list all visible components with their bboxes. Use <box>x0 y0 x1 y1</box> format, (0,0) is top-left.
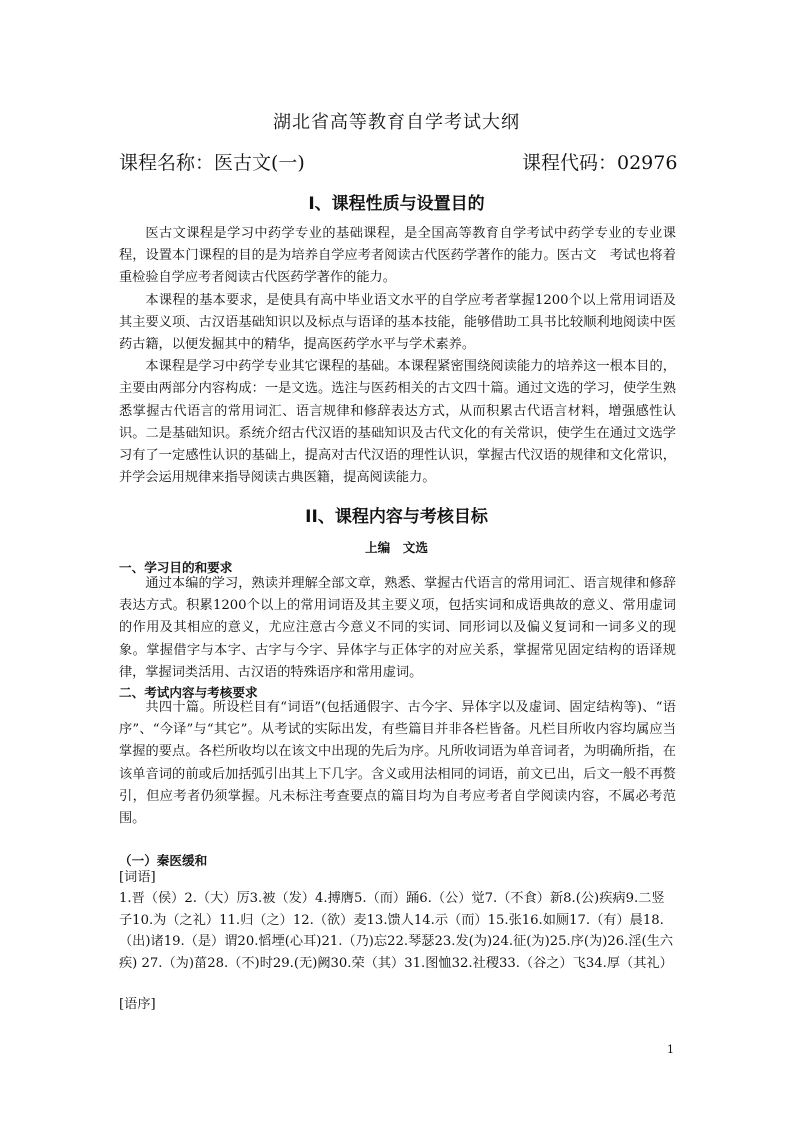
words-list: 1.晋（侯）2.（大）厉3.被（发）4.搏膺5.（而）踊6.（公）觉7.（不食）新8.(公)疾病9.二竖子10.为（之礼）11.归（之）12.（欲）麦13.馈人14.示（而）15.张16.如厕17.（有）晨18.（出)诸19.（是）谓20.慆堙(心耳)21.（乃)忘22.琴瑟23.发(为)24.征(为)25.序(为)26.淫(生六疾) 27.（为)菑28.（不)时29.(无)阙30.荣（其）31.图恤32.社稷33.（谷之）飞34.厚（其礼） <box>119 891 674 971</box>
section-1-heading: I、课程性质与设置目的 <box>308 194 485 214</box>
subsection-1-title: 一、学习目的和要求 <box>119 560 233 575</box>
paragraph: 通过本编的学习，熟读并理解全部文章，熟悉、掌握古代语言的常用词汇、语言规律和修辞表达方式。积累1200个以上的常用词语及其主要义项，包括实词和成语典故的意义、常用虚词的作用及其相应的意义，尤应注意古今意义不同的实词、同形词以及偏义复词和一词多义的现象。掌握借字与本字、古字与今字、异体字与正体字的对应关系，掌握常见固定结构的语译规律，掌握词类活用、古汉语的特殊语序和常用虚词。 <box>119 576 676 680</box>
lesson-title: （一）秦医缓和 <box>119 853 208 868</box>
paragraph: 本课程的基本要求，是使具有高中毕业语文水平的自学应考者掌握1200个以上常用词语及其主要义项、古汉语基础知识以及标点与语译的基本技能，能够借助工具书比较顺利地阅读中医药古籍，以便发掘其中的精华，提高医药学水平与学术素养。 <box>119 292 676 353</box>
section-1-body <box>119 223 676 489</box>
paragraph: 本课程是学习中药学专业其它课程的基础。本课程紧密围绕阅读能力的培养这一根本目的，主要由两部分内容构成：一是文选。选注与医药相关的古文四十篇。通过文选的学习，使学生熟悉掌握古代语言的常用词汇、语言规律和修辞表达方式，从而积累古代语言材料，增强感性认识。二是基础知识。系统介绍古代汉语的基础知识及古代文化的有关常识，使学生在通过文选学习有了一定感性认识的基础上，提高对古代汉语的理性认识，掌握古代汉语的规律和文化常识，并学会运用规律来指导阅读古典医籍，提高阅读能力。 <box>119 359 676 486</box>
word-order-label: [语序] <box>119 997 156 1012</box>
document-title: 湖北省高等教育自学考试大纲 <box>273 112 520 133</box>
section-2-heading: II、课程内容与考核目标 <box>305 507 488 527</box>
subsection-2-title: 二、考试内容与考核要求 <box>119 685 258 700</box>
course-code: 课程代码：02976 <box>522 152 678 174</box>
course-name: 课程名称：医古文(一) <box>119 152 305 174</box>
subsection-2-body <box>119 697 676 830</box>
words-label: [词语] <box>119 870 156 885</box>
paragraph: 共四十篇。所设栏目有“词语”(包括通假字、古今字、异体字以及虚词、固定结构等)、“语序”、“今译”与“其它”。从考试的实际出发，有些篇目并非各栏皆备。凡栏目所收内容均属应当掌握的要点。各栏所收均以在该文中出现的先后为序。凡所收词语为单音词者，为明确所指，在该单音词的前或后加括弧引出其上下几字。含义或用法相同的词语，前文已出，后文一般不再赘引，但应考者仍须掌握。凡未标注考查要点的篇目均为自考应考者自学阅读内容，不属必考范围。 <box>119 700 676 827</box>
part-title: 上编 文选 <box>365 540 428 555</box>
page-number: 1 <box>667 1043 674 1056</box>
subsection-1-body <box>119 573 676 684</box>
paragraph: 医古文课程是学习中药学专业的基础课程，是全国高等教育自学考试中药学专业的专业课程，设置本门课程的目的是为培养自学应考者阅读古代医药学著作的能力。医古文 考试也将着重检验自学应考者阅读古代医药学著作的能力。 <box>119 226 676 286</box>
